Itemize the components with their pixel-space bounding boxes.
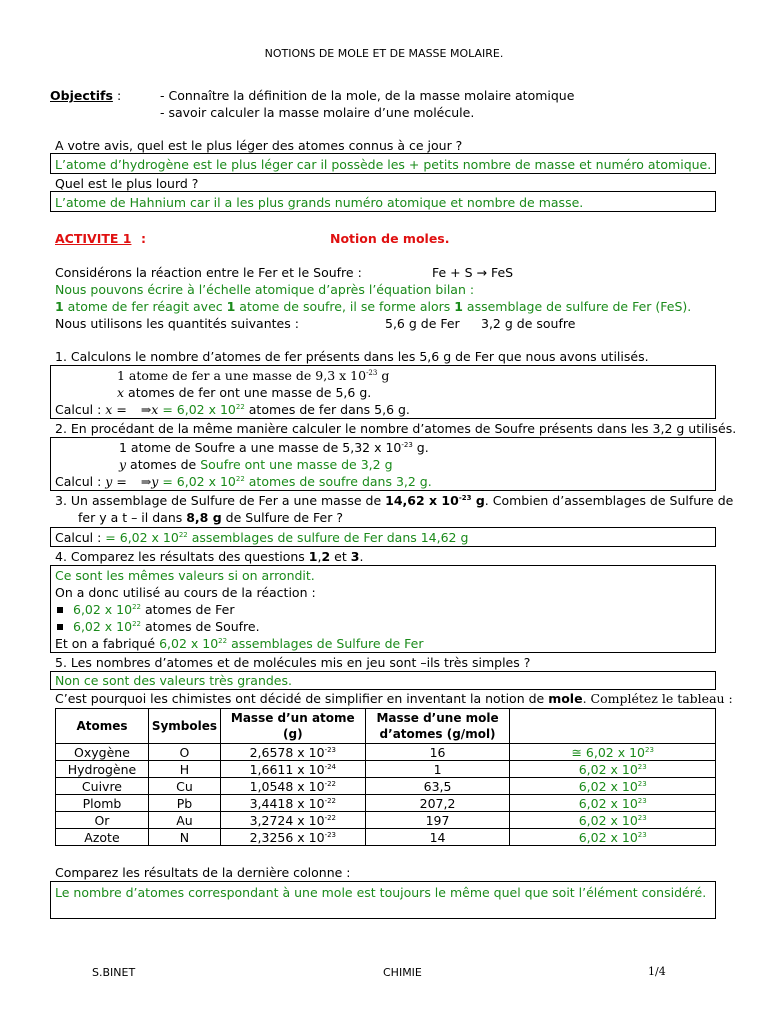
compare-bullet-iron: 6,02 x $10^{22}$ atomes de Fer [55,602,235,617]
conclusion-question: Comparez les résultats de la dernière colonne : [55,865,351,880]
table-cell: Au [148,812,220,829]
objectifs-label: Objectifs [50,88,113,103]
footer-subject: CHIMIE [383,966,422,979]
table-cell: Cuivre [56,778,149,795]
table-cell: Azote [56,829,149,846]
question-3-line-2: fer y a t – il dans 8,8 g de Sulfure de Fer ? [78,510,343,525]
table-cell: N [148,829,220,846]
table-cell: 3,4418 x $10^{-22}$ [220,795,365,812]
page-number: 1/4 [648,965,666,978]
table-cell: Plomb [56,795,149,812]
mole-intro: C’est pourquoi les chimistes ont décidé de simplifier en inventant la notion de mole. Complétez le tableau : [55,691,733,706]
activity-label: ACTIVITE 1 [55,231,132,246]
table-row [56,812,716,829]
sulfur-mass-line: 1 atome de Soufre a une masse de 5,32 x $10^{-23}$ g. [119,440,429,455]
table-cell: Cu [148,778,220,795]
compare-answer-2: On a donc utilisé au cours de la réaction : [55,585,316,600]
table-header-row [56,709,716,744]
table-row [56,744,716,761]
page-title: NOTIONS DE MOLE ET DE MASSE MOLAIRE. [264,47,504,60]
table-cell: 6,02 x $10^{23}$ [510,812,716,829]
reaction-equation: Fe + S → FeS [432,265,514,280]
question-4: 4. Comparez les résultats des questions 1,2 et 3. [55,549,364,564]
table-cell: H [148,761,220,778]
sulfur-calc: Calcul : y = ⇒y = 6,02 x $10^{22}$ atomes de soufre dans 3,2 g. [55,474,432,489]
answer-lightest: L’atome d’hydrogène est le plus léger car il possède les + petits nombre de masse et numéro atomique. [55,157,712,172]
conclusion-answer: Le nombre d’atomes correspondant à une mole est toujours le même quel que soit l’élément considéré. [55,885,707,900]
question-2: 2. En procédant de la même manière calculer le nombre d’atomes de Soufre présents dans les 3,2 g utilisés. [55,421,737,436]
quantity-iron: 5,6 g de Fer [385,316,460,331]
quantities-intro: Nous utilisons les quantités suivantes : [55,316,299,331]
question-lightest: A votre avis, quel est le plus léger des atomes connus à ce jour ? [55,138,463,153]
question-5: 5. Les nombres d’atomes et de molécules mis en jeu sont –ils très simples ? [55,655,531,670]
iron-mass-line: 1 atome de fer a une masse de 9,3 x $10^{-23}$ g [117,368,390,383]
table-cell: Hydrogène [56,761,149,778]
sulfur-unknown-line: y atomes de Soufre ont une masse de 3,2 g [119,457,393,472]
footer-author: S.BINET [92,966,136,979]
activity-title: Notion de moles. [330,231,450,246]
simple-answer: Non ce sont des valeurs très grandes. [55,673,292,688]
table-header: Atomes [56,709,149,744]
bullet-icon [57,607,63,613]
compare-answer-1: Ce sont les mêmes valeurs si on arrondit. [55,568,315,583]
table-cell: 6,02 x $10^{23}$ [510,778,716,795]
table-cell: Or [56,812,149,829]
table-cell: 3,2724 x $10^{-22}$ [220,812,365,829]
table-header: Symboles [148,709,220,744]
table-row [56,829,716,846]
activity-colon: : [141,231,146,246]
table-row [56,795,716,812]
table-cell: 2,3256 x $10^{-23}$ [220,829,365,846]
compare-answer-3: Et on a fabriqué 6,02 x $10^{22}$ assemblages de Sulfure de Fer [55,636,424,651]
question-heaviest: Quel est le plus lourd ? [55,176,199,191]
table-cell: 6,02 x $10^{23}$ [510,829,716,846]
table-cell: 197 [365,812,510,829]
question-3-line-1: 3. Un assemblage de Sulfure de Fer a une masse de 14,62 x $10^{-23}$ g. Combien d’assemblages de Sulfure de [55,493,734,508]
reaction-atomic-intro: Nous pouvons écrire à l’échelle atomique d’après l’équation bilan : [55,282,475,297]
table-cell: 6,02 x $10^{23}$ [510,761,716,778]
answer-heaviest: L’atome de Hahnium car il a les plus grands numéro atomique et nombre de masse. [55,195,584,210]
question-1: 1. Calculons le nombre d’atomes de fer présents dans les 5,6 g de Fer que nous avons utilisés. [55,349,649,364]
table-cell: 14 [365,829,510,846]
objectifs-colon: : [117,88,122,103]
table-header: Masse d’un atome (g) [220,709,365,744]
table-row [56,778,716,795]
table-cell: 1 [365,761,510,778]
quantity-sulfur: 3,2 g de soufre [481,316,576,331]
compare-bullet-sulfur: 6,02 x $10^{22}$ atomes de Soufre. [55,619,260,634]
reaction-intro: Considérons la réaction entre le Fer et le Soufre : [55,265,362,280]
table-cell: 6,02 x $10^{23}$ [510,795,716,812]
table-cell: 2,6578 x $10^{-23}$ [220,744,365,761]
table-cell: 63,5 [365,778,510,795]
table-cell: 207,2 [365,795,510,812]
atoms-table [55,708,716,846]
table-cell: O [148,744,220,761]
table-cell: 16 [365,744,510,761]
table-cell: ≅ 6,02 x $10^{23}$ [510,744,716,761]
table-header [510,709,716,744]
bullet-icon [57,624,63,630]
fes-calc: Calcul : = 6,02 x $10^{22}$ assemblages de sulfure de Fer dans 14,62 g [55,530,469,545]
table-cell: Oxygène [56,744,149,761]
objectif-item-1: - Connaître la définition de la mole, de la masse molaire atomique [160,88,575,103]
table-cell: 1,0548 x $10^{-22}$ [220,778,365,795]
table-row [56,761,716,778]
reaction-atomic-statement: 1 atome de fer réagit avec 1 atome de soufre, il se forme alors 1 assemblage de sulfure de Fer (FeS). [55,299,692,314]
table-header: Masse d’une mole d’atomes (g/mol) [365,709,510,744]
iron-calc: Calcul : x = ⇒x = 6,02 x $10^{22}$ atomes de fer dans 5,6 g. [55,402,410,417]
objectif-item-2: - savoir calculer la masse molaire d’une molécule. [160,105,475,120]
table-cell: Pb [148,795,220,812]
iron-unknown-line: x atomes de fer ont une masse de 5,6 g. [117,385,372,400]
table-cell: 1,6611 x $10^{-24}$ [220,761,365,778]
